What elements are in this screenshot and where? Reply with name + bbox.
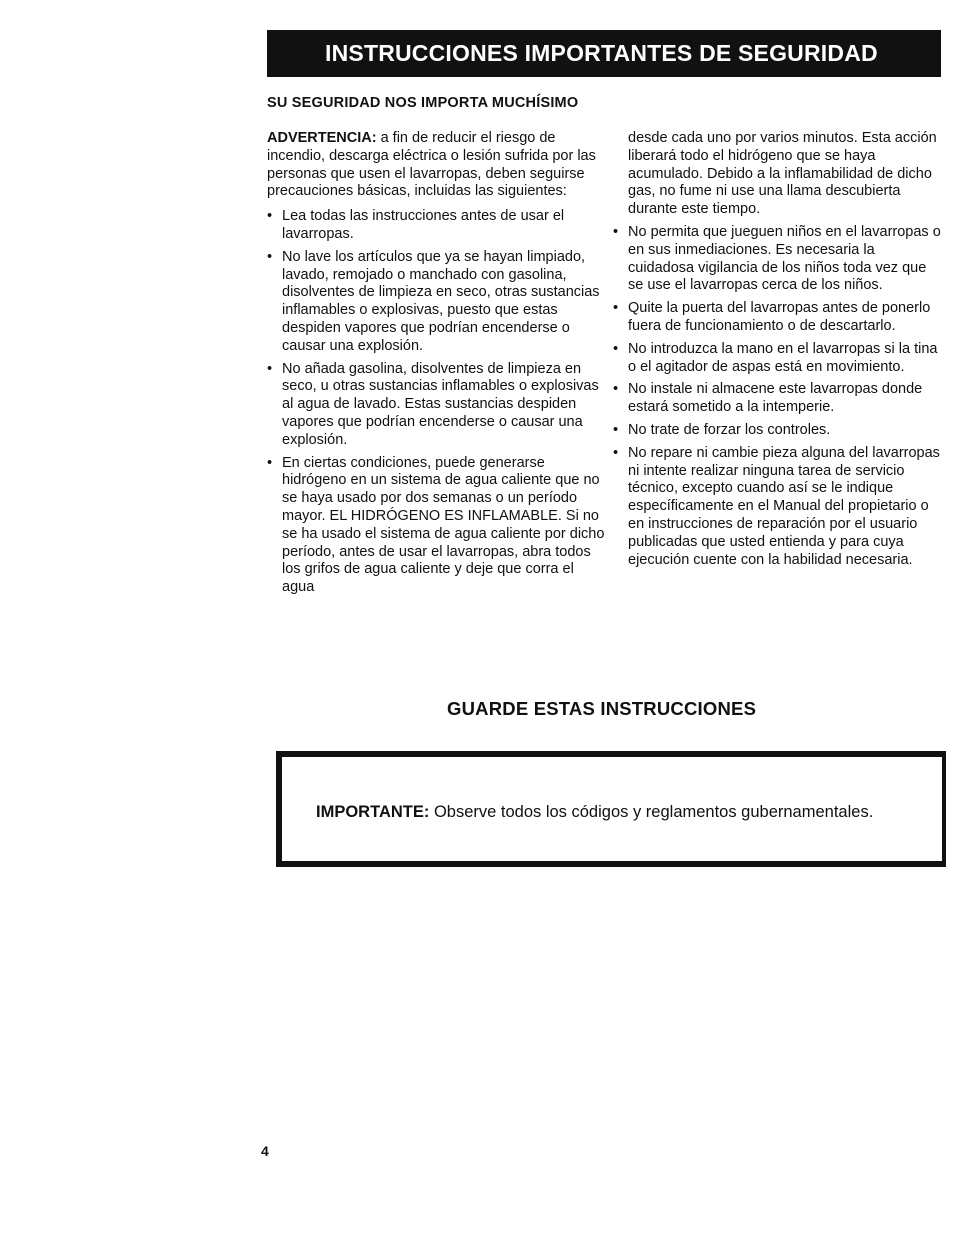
list-item-text: No instale ni almacene este lavarropas donde estará sometido a la intemperie. [628,381,923,416]
warning-label: ADVERTENCIA: [267,130,377,146]
section-title-banner [267,30,941,77]
list-item [267,249,607,356]
right-column [613,130,943,574]
list-item-text: No repare ni cambie pieza alguna del lavarropas ni intente realizar ninguna tarea de servicio técnico, excepto cuando así se le indique específicamente en el Manual del propietario o en instrucciones de reparación por el usuario publicadas que usted entienda y para cuya ejecución cuente con la habilidad necesaria. [628,444,940,568]
page-number: 4 [261,1143,269,1159]
bullet-icon: • [267,454,273,471]
bullet-icon: • [613,223,619,240]
list-item [613,445,943,570]
list-item [613,341,943,377]
important-label: IMPORTANTE: [316,803,430,821]
list-item [613,224,943,295]
important-text: Observe todos los códigos y reglamentos gubernamentales. [429,803,874,821]
section-title: INSTRUCCIONES IMPORTANTES DE SEGURIDAD [325,40,878,66]
left-bullet-list [267,208,607,597]
bullet-icon: • [613,421,619,438]
list-item-text: Lea todas las instrucciones antes de usar el lavarropas. [282,208,565,242]
bullet-icon: • [613,444,619,461]
list-item-text: No trate de forzar los controles. [628,421,831,438]
list-item [267,208,607,244]
list-item [613,422,943,440]
list-item-text: No permita que jueguen niños en el lavarropas o en sus inmediaciones. Es necesaria la cuidadosa vigilancia de los niños toda vez que se use el lavarropas cerca de los niños. [628,223,941,294]
list-item [267,455,607,597]
list-item-text: No lave los artículos que ya se hayan limpiado, lavado, remojado o manchado con gasolina, disolventes de limpieza en seco, otras sustancias inflamables o explosivas, puesto que estas despiden vapores que podrían encenderse o causar una explosión. [282,248,600,354]
list-item [267,361,607,450]
left-column [267,130,607,602]
bullet-icon: • [267,248,273,265]
bullet-icon: • [613,300,619,317]
list-item-continuation: desde cada uno por varios minutos. Esta acción liberará todo el hidrógeno que se haya acumulado. Debido a la inflamabilidad de dicho gas, no fume ni use una llama descubierta durante este tiempo. [628,130,937,218]
list-item-text: No introduzca la mano en el lavarropas si la tina o el agitador de aspas está en movimiento. [628,340,938,375]
list-item [613,381,943,417]
bullet-icon: • [267,208,273,225]
important-notice [316,803,873,822]
list-item [613,300,943,336]
section-subtitle: SU SEGURIDAD NOS IMPORTA MUCHÍSIMO [267,95,579,111]
bullet-icon: • [613,340,619,357]
right-bullet-list [613,224,943,569]
important-notice-box [276,751,946,867]
list-item-text: Quite la puerta del lavarropas antes de ponerlo fuera de funcionamiento o de descartarlo. [628,300,931,334]
warning-text: a fin de reducir el riesgo de incendio, descarga eléctrica o lesión sufrida por las personas que usen el lavarropas, deben seguirse precauciones básicas, incluidas las siguientes: [267,130,596,200]
list-item-text: En ciertas condiciones, puede generarse hidrógeno en un sistema de agua caliente que no se haya usado por dos semanas o un período mayor. EL HIDRÓGENO ES INFLAMABLE. Si no se ha usado el sistema de agua caliente por dicho período, antes de usar el lavarropas, abra todos los grifos de agua caliente y deje que corra el agua [282,454,605,596]
warning-intro [267,130,607,201]
bullet-icon: • [613,381,619,398]
save-instructions-heading: GUARDE ESTAS INSTRUCCIONES [447,698,757,719]
bullet-icon: • [267,360,273,377]
list-item-text: No añada gasolina, disolventes de limpieza en seco, u otras sustancias inflamables o explosivas al agua de lavado. Estas sustancias despiden vapores que podrían encenderse o causar una explosión. [282,360,599,448]
